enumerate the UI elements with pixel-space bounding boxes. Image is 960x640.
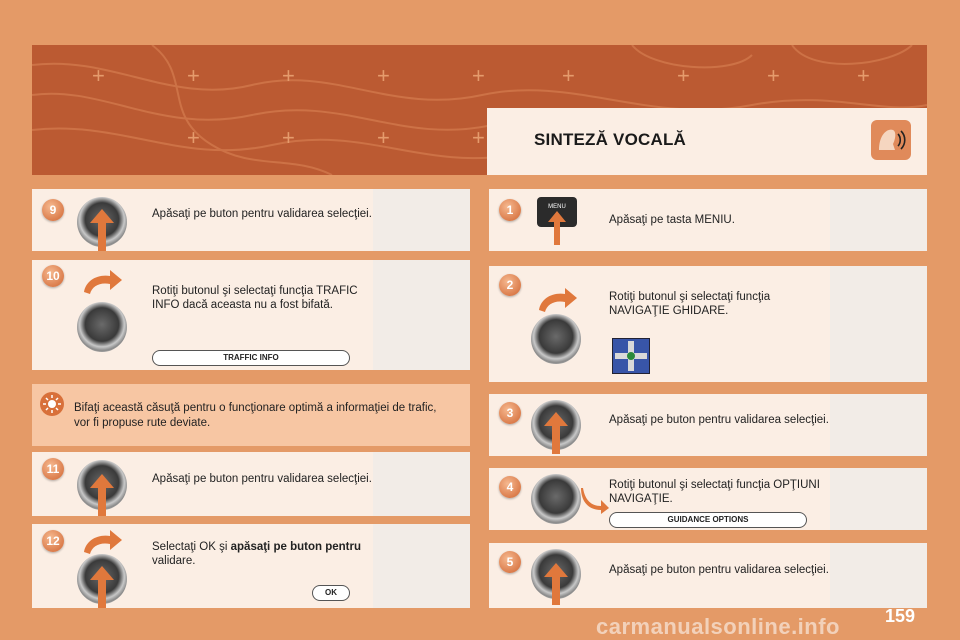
rotate-arrow-icon [581, 486, 609, 514]
svg-text:+: + [187, 125, 200, 150]
rotate-arrow-icon [82, 528, 124, 554]
svg-text:+: + [282, 63, 295, 88]
menu-button-icon: MENU [537, 197, 577, 227]
step-number: 1 [499, 199, 521, 221]
radio-panel-image [830, 543, 927, 608]
svg-text:+: + [187, 63, 200, 88]
step-text: Rotiţi butonul şi selectaţi funcţia NAVIGAŢIE GHIDARE. [609, 291, 771, 317]
step-12 [32, 524, 470, 608]
page-number: 159 [885, 606, 916, 626]
step-number: 4 [499, 476, 521, 498]
radio-panel-image [373, 524, 470, 608]
step-3 [489, 394, 927, 456]
knob-icon [77, 302, 127, 352]
traffic-info-option: TRAFFIC INFO [152, 350, 350, 366]
press-arrow-icon [90, 474, 114, 516]
step-text: Apăsaţi pe buton pentru validarea selecţiei. [152, 473, 372, 485]
step-text: Apăsaţi pe buton pentru validarea selecţiei. [609, 414, 829, 426]
svg-text:+: + [377, 63, 390, 88]
step-text [152, 540, 382, 568]
step-9 [32, 189, 470, 251]
step-text: Rotiţi butonul şi selectaţi funcţia TRAFIC INFO dacă aceasta nu a fost bifată. [152, 285, 358, 311]
svg-text:+: + [677, 63, 690, 88]
svg-text:+: + [767, 63, 780, 88]
step-number: 12 [42, 530, 64, 552]
press-arrow-icon [90, 566, 114, 608]
svg-text:+: + [282, 125, 295, 150]
step-number: 11 [42, 458, 64, 480]
press-arrow-icon [544, 412, 568, 454]
page-title: SINTEZĂ VOCALĂ [534, 130, 687, 149]
traffic-note [32, 384, 470, 446]
step-number: 3 [499, 402, 521, 424]
svg-text:+: + [92, 63, 105, 88]
step-text-bold: apăsaţi pe buton pentru [230, 541, 361, 553]
radio-panel-image [830, 189, 927, 251]
radio-panel-image [830, 394, 927, 456]
rotate-arrow-icon [537, 286, 579, 312]
step-number: 10 [42, 265, 64, 287]
press-arrow-icon [544, 563, 568, 605]
step-text: Apăsaţi pe tasta MENIU. [609, 214, 735, 226]
step-text-part: Selectaţi OK şi [152, 541, 231, 553]
press-arrow-icon [90, 209, 114, 251]
step-10 [32, 260, 470, 370]
svg-text:+: + [472, 125, 485, 150]
step-text: Apăsaţi pe buton pentru validarea selecţiei. [609, 564, 829, 576]
knob-icon [531, 474, 581, 524]
step-number: 5 [499, 551, 521, 573]
step-text-part: validare. [152, 555, 196, 567]
step-5 [489, 543, 927, 608]
radio-panel-image [373, 260, 470, 370]
svg-text:+: + [857, 63, 870, 88]
note-text: Bifaţi această căsuţă pentru o funcţionare optimă a informaţiei de trafic, vor fi propuse rute deviate. [74, 402, 437, 429]
press-arrow-icon [548, 211, 566, 245]
svg-text:+: + [377, 125, 390, 150]
radio-panel-image [373, 452, 470, 516]
step-2 [489, 266, 927, 382]
step-4 [489, 468, 927, 530]
step-11 [32, 452, 470, 516]
step-number: 9 [42, 199, 64, 221]
radio-panel-image [373, 189, 470, 251]
step-text: Rotiţi butonul şi selectaţi funcţia OPŢIUNI NAVIGAŢIE. [609, 479, 820, 505]
svg-text:+: + [472, 63, 485, 88]
svg-text:+: + [562, 63, 575, 88]
navigation-icon [612, 338, 650, 374]
tip-icon [40, 392, 64, 416]
step-number: 2 [499, 274, 521, 296]
radio-panel-image [830, 468, 927, 530]
title-panel [487, 108, 927, 175]
step-text: Apăsaţi pe buton pentru validarea selecţiei. [152, 208, 372, 220]
radio-panel-image [830, 266, 927, 382]
rotate-arrow-icon [82, 268, 124, 294]
step-1 [489, 189, 927, 251]
watermark: carmanualsonline.info [596, 614, 840, 639]
voice-synthesis-icon [871, 120, 911, 160]
knob-icon [531, 314, 581, 364]
guidance-options-option: GUIDANCE OPTIONS [609, 512, 807, 528]
ok-option: OK [312, 585, 350, 601]
